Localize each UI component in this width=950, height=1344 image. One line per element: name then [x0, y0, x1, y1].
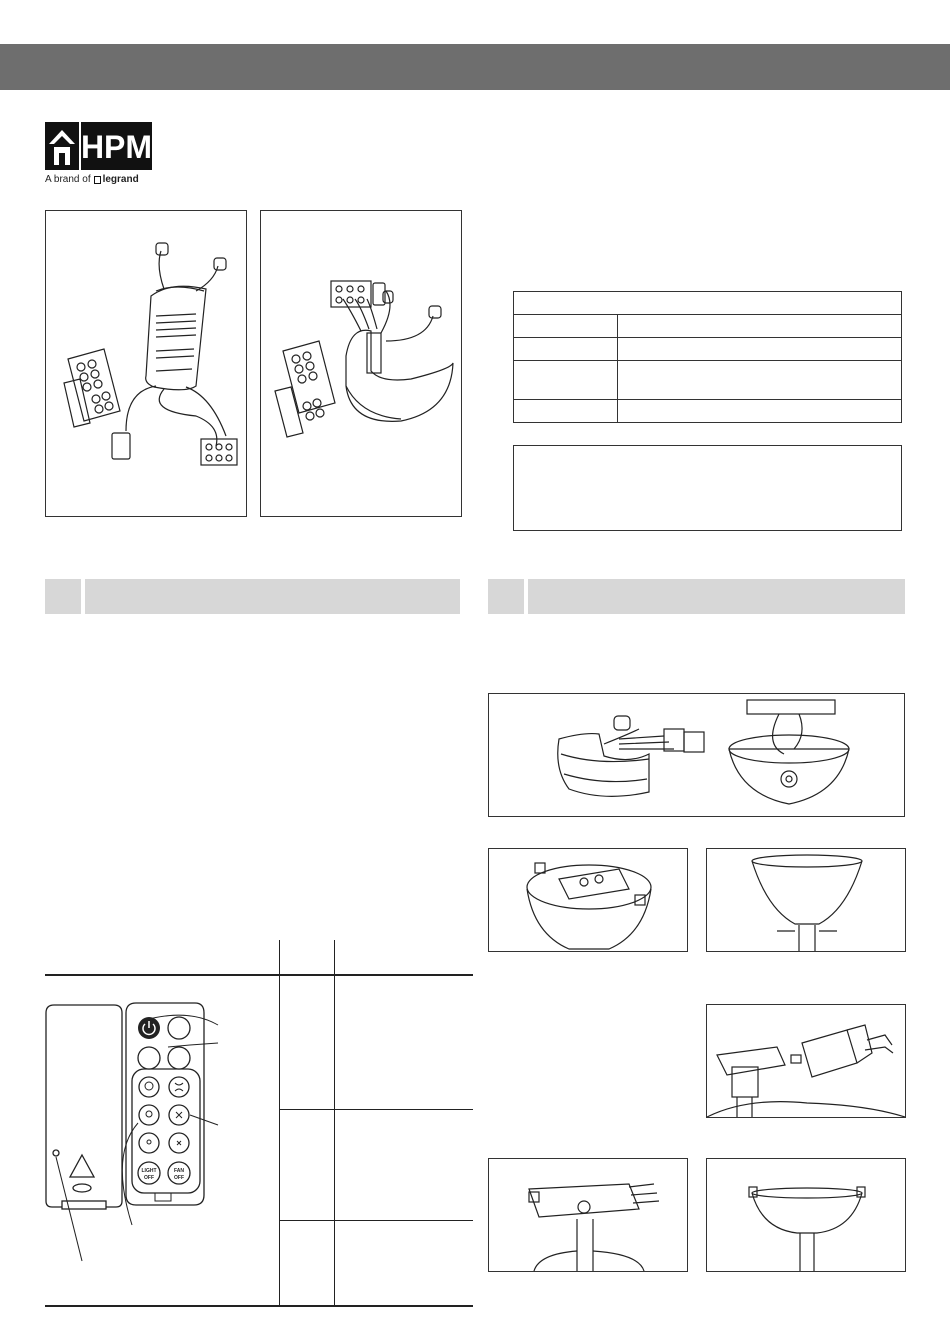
table-row-divider [279, 1109, 473, 1110]
figure-bracket-seated [488, 848, 688, 952]
spec-label-cell [514, 315, 618, 338]
figure-receiver-installed [488, 1158, 688, 1272]
section-number-left [45, 579, 81, 614]
section-heading-left [85, 579, 460, 614]
figure-canopy-on-rod [706, 848, 906, 952]
light-off-label-line2: OFF [144, 1175, 154, 1181]
spec-value-cell [618, 400, 902, 423]
spec-value-cell [618, 338, 902, 361]
tagline-prefix: A brand of [45, 174, 91, 185]
light-off-label-line1: LIGHT [141, 1168, 157, 1174]
spec-value-cell [618, 361, 902, 400]
brand-name: HPM [80, 129, 152, 165]
note-box [513, 445, 902, 531]
spec-value-cell [618, 315, 902, 338]
table-column-divider [334, 940, 335, 1305]
fan-off-label-line2: OFF [174, 1175, 184, 1181]
remote-diagram [40, 995, 280, 1285]
figure-canopy-closed [706, 1158, 906, 1272]
kit-figure-canopy [260, 210, 462, 517]
table-bottom-rule [45, 1305, 473, 1307]
section-heading-right [528, 579, 905, 614]
top-banner [0, 44, 950, 90]
specification-table [513, 291, 902, 423]
table-row-divider [279, 1220, 473, 1221]
brand-tagline [45, 174, 139, 185]
power-icon [138, 1017, 160, 1039]
figure-receiver-plugging [706, 1004, 906, 1118]
table-top-rule [45, 974, 473, 976]
spec-table-header [514, 292, 902, 315]
section-number-right [488, 579, 524, 614]
fan-off-label-line1: FAN [174, 1168, 184, 1174]
kit-figure-receiver [45, 210, 247, 517]
spec-label-cell [514, 400, 618, 423]
figure-canopy-and-bracket [488, 693, 905, 817]
spec-label-cell [514, 361, 618, 400]
spec-label-cell [514, 338, 618, 361]
parent-brand: legrand [94, 174, 139, 185]
hpm-logo [45, 122, 152, 170]
legrand-mark-icon [94, 176, 101, 184]
